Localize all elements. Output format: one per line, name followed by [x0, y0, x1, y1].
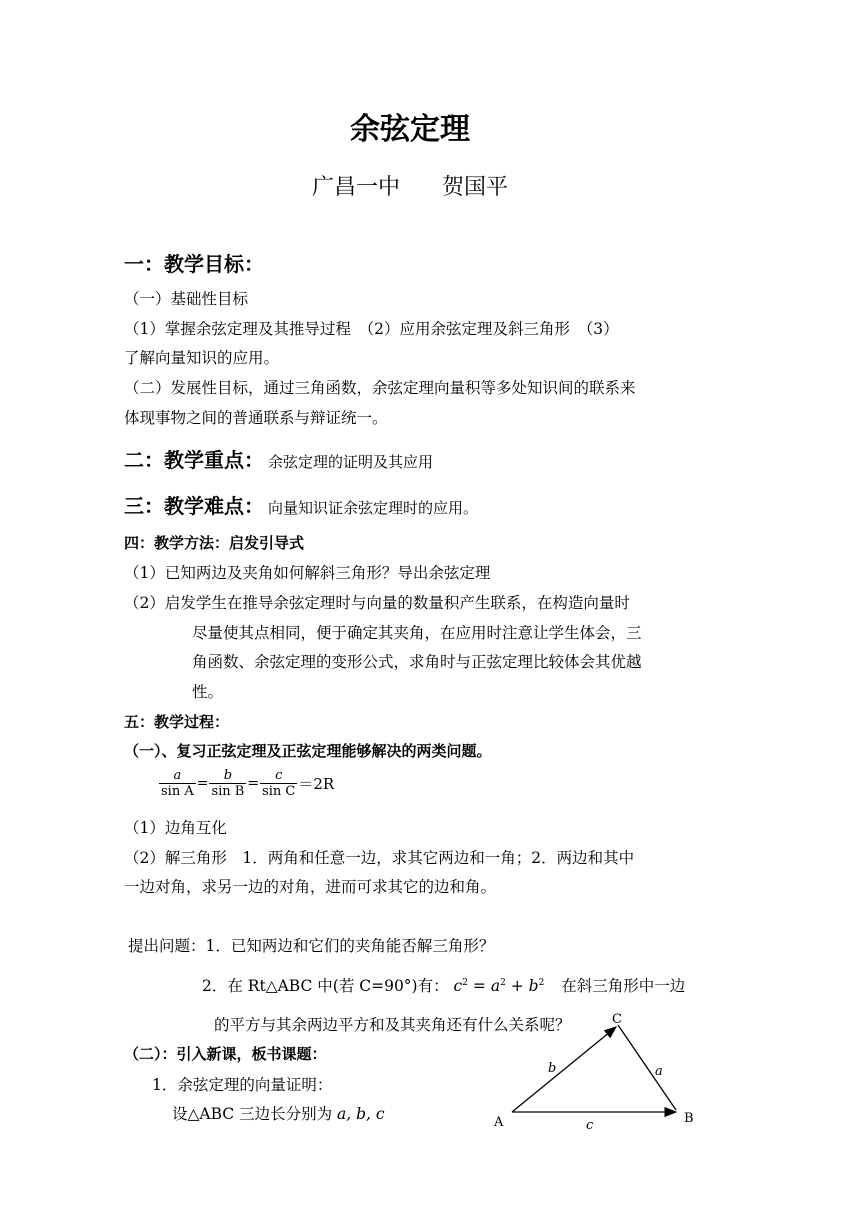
section-5-heading: 五：教学过程：: [124, 713, 230, 731]
vertex-A: A: [494, 1115, 504, 1130]
side-a: [618, 1025, 676, 1110]
section-2-heading: [124, 444, 433, 473]
sec4-line-4: 角函数、余弦定理的变形公式，求角时与正弦定理比较体会其优越: [192, 653, 642, 671]
author-line: [0, 170, 820, 201]
question-1: 提出问题：1．已知两边和它们的夹角能否解三角形？: [128, 937, 495, 955]
author-school: 广昌一中: [311, 175, 400, 200]
author-name: 贺国平: [442, 175, 509, 200]
sec4-line-1: （1）已知两边及夹角如何解斜三角形？导出余弦定理: [124, 564, 491, 582]
pyth-equals: =: [467, 977, 491, 995]
sec5-sub-1: （一）、复习正弦定理及正弦定理能够解决的两类问题。: [124, 742, 492, 760]
denominator-sinB: sin B: [211, 784, 245, 799]
sec2-text: 余弦定理的证明及其应用: [268, 453, 434, 471]
numerator-b: b: [209, 768, 246, 784]
sec4-line-2: （2）启发学生在推导余弦定理时与向量的数量积产生联系，在构造向量时: [124, 594, 630, 612]
sec3-title: 三：教学难点：: [124, 494, 264, 518]
fraction-a: [159, 768, 196, 799]
sec1-line-2: （1）掌握余弦定理及其推导过程 （2）应用余弦定理及斜三角形 （3）: [124, 320, 619, 338]
sec5-line-1: （1）边角互化: [124, 819, 227, 837]
sec5-line-2: （2）解三角形 1．两角和任意一边，求其它两边和一角；2．两边和其中: [124, 849, 635, 867]
question-3: 的平方与其余两边平方和及其夹角还有什么关系呢？: [214, 1016, 571, 1034]
question-2-prefix: 2．在 Rt△ABC 中(若 C=90°)有：: [202, 977, 449, 995]
sec5-sub-2: （二）：引入新课，板书课题：: [124, 1045, 327, 1063]
sec1-line-5: 体现事物之间的普通联系与辩证统一。: [124, 409, 388, 427]
var-a: a: [490, 977, 501, 995]
label-c: c: [586, 1118, 594, 1133]
page-title: 余弦定理: [350, 112, 470, 147]
vertex-C: C: [612, 1012, 622, 1027]
sec2-title: 二：教学重点：: [124, 448, 264, 472]
label-b: b: [548, 1061, 557, 1076]
section-3-heading: [124, 490, 478, 519]
pythagoras-formula: [454, 977, 545, 995]
sec5-line-5: [172, 1102, 385, 1124]
fraction-b: [209, 768, 246, 799]
var-c: c: [453, 977, 463, 995]
denominator-sinA: sin A: [161, 784, 194, 799]
line-5-vars: a, b, c: [337, 1105, 385, 1123]
question-2-suffix: 在斜三角形中一边: [561, 977, 686, 995]
numerator-c: c: [260, 768, 297, 784]
sine-law-formula: [158, 768, 334, 799]
sec3-text: 向量知识证余弦定理时的应用。: [268, 499, 479, 517]
exp-b: 2: [538, 977, 545, 988]
section-1-heading: 一：教学目标：: [124, 252, 264, 276]
vector-b: [512, 1027, 616, 1112]
sec5-line-3: 一边对角，求另一边的对角，进而可求其它的边和角。: [124, 878, 497, 896]
sec1-line-1: （一）基础性目标: [124, 290, 249, 308]
exp-a: 2: [500, 977, 506, 988]
vertex-B: B: [684, 1111, 694, 1126]
sec4-line-5: 性。: [192, 683, 224, 701]
label-a: a: [655, 1064, 663, 1079]
sec4-line-3: 尽量使其点相同，便于确定其夹角，在应用时注意让学生体会，三: [192, 624, 642, 642]
sec1-line-3: 了解向量知识的应用。: [124, 349, 280, 367]
exp-c: 2: [462, 977, 468, 988]
triangle-diagram: [480, 1005, 720, 1145]
var-b: b: [528, 977, 539, 995]
denominator-sinC: sin C: [262, 784, 296, 799]
question-2: [202, 974, 685, 996]
equals-1: =: [196, 775, 209, 792]
section-4-heading: 四：教学方法：启发引导式: [124, 534, 305, 552]
numerator-a: a: [159, 768, 196, 784]
equals-2: =: [247, 775, 260, 792]
sec5-line-4: 1．余弦定理的向量证明：: [152, 1076, 333, 1094]
pyth-plus: +: [505, 977, 529, 995]
formula-rhs: ＝2R: [298, 775, 335, 793]
sec1-line-4: （二）发展性目标，通过三角函数，余弦定理向量积等多处知识间的联系来: [124, 379, 636, 397]
line-5-prefix: 设△ABC 三边长分别为: [172, 1105, 338, 1123]
fraction-c: [260, 768, 297, 799]
